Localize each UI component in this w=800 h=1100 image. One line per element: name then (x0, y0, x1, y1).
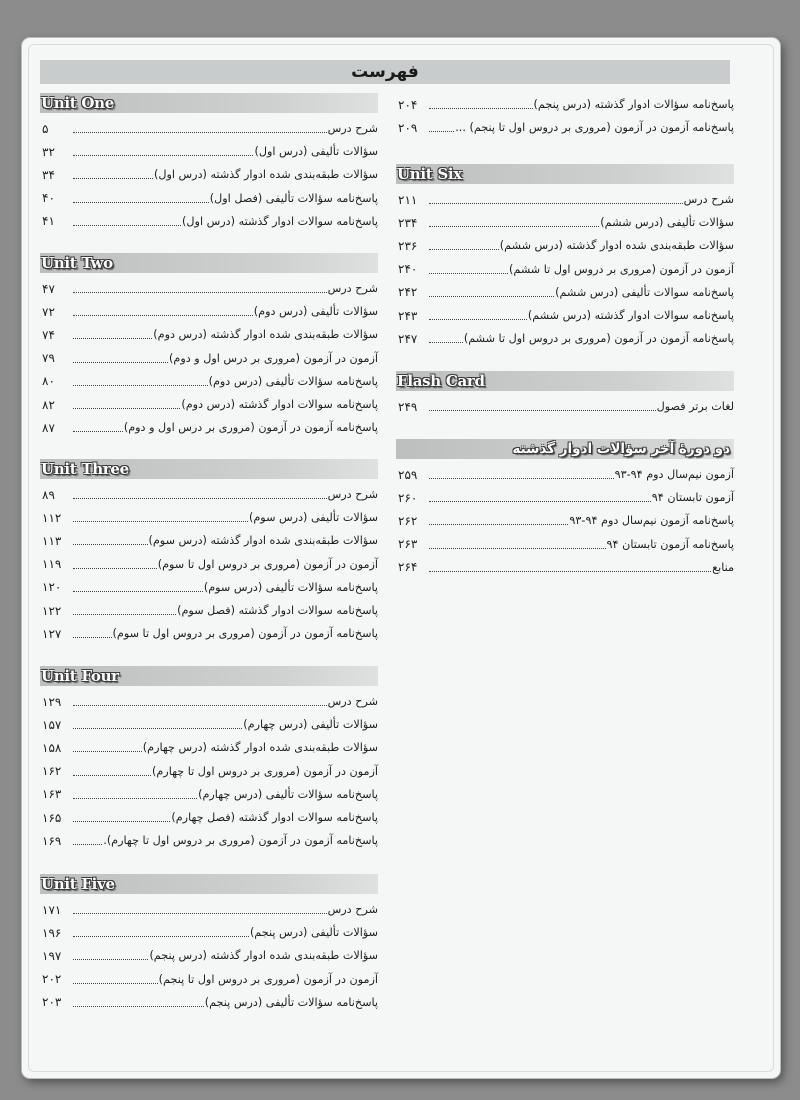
toc-entry[interactable] (40, 944, 378, 967)
page-number: ۲۰۳ (42, 995, 62, 1010)
dot-leader (73, 739, 142, 752)
page-number: ۲۶۳ (398, 537, 418, 552)
toc-entry[interactable] (396, 509, 734, 532)
entry-label: سؤالات طبقه‌بندی شده ادوار گذشته (درس سوم) (148, 534, 378, 548)
dot-leader (73, 326, 152, 339)
entry-label: پاسخ‌نامه سوالات ادوار گذشته (درس دوم) (181, 398, 378, 412)
entry-label: پاسخ‌نامه سؤالات تألیفی (درس دوم) (208, 374, 378, 388)
page-number: ۴۷ (42, 281, 55, 296)
section-header (396, 371, 734, 391)
dot-leader (429, 237, 499, 250)
page-number: ۸۰ (42, 374, 55, 389)
page-number: ۷۴ (42, 327, 55, 342)
dot-leader (73, 419, 123, 432)
dot-leader (73, 303, 253, 316)
section-unit-one (40, 93, 378, 233)
dot-leader (73, 832, 102, 845)
toc-entry[interactable] (40, 370, 378, 393)
page-number: ۲۳۶ (398, 238, 418, 253)
section-header (40, 666, 378, 686)
page-number: ۲۰۹ (398, 120, 418, 135)
dot-leader (73, 280, 327, 293)
entry-label: سؤالات طبقه‌بندی شده ادوار گذشته (درس دوم) (153, 328, 378, 342)
dot-leader (429, 512, 568, 525)
page-number: ۱۶۹ (42, 833, 62, 848)
toc-entry[interactable] (40, 576, 378, 599)
entry-label: سؤالات طبقه‌بندی شده ادوار گذشته (درس پنجم) (149, 949, 378, 963)
dot-leader (73, 120, 327, 133)
entry-label: آزمون در آزمون (مروری بر درس اول و دوم) (169, 351, 378, 365)
toc-entry[interactable] (40, 393, 378, 416)
toc-entry[interactable] (40, 483, 378, 506)
entry-label: آزمون در آزمون (مروری بر دروس اول تا پنجم) (158, 972, 378, 986)
entry-label: سؤالات تألیفی (درس ششم) (600, 216, 734, 230)
page-number: ۲۶۲ (398, 513, 418, 528)
page-number: ۱۵۷ (42, 717, 62, 732)
toc-entry[interactable] (396, 533, 734, 556)
toc-entry[interactable] (40, 210, 378, 233)
entry-label: سؤالات تألیفی (درس سوم) (249, 511, 378, 525)
entry-label: آزمون نیم‌سال دوم ۹۴-۹۳ (614, 468, 734, 482)
entry-label: سؤالات طبقه‌بندی شده ادوار گذشته (درس اول) (153, 168, 378, 182)
page-number: ۸۷ (42, 420, 55, 435)
entry-label: شرح درس (327, 903, 378, 917)
section-header (40, 459, 378, 479)
section-title: Unit One (41, 94, 114, 112)
section-unit-six (396, 164, 734, 350)
toc-entry[interactable] (40, 760, 378, 783)
toc-entry[interactable] (40, 347, 378, 370)
entry-label: شرح درس (327, 122, 378, 136)
entry-label: سؤالات تألیفی (درس اول) (254, 145, 378, 159)
entry-label: پاسخ‌نامه سوالات تألیفی (درس ششم) (555, 285, 734, 299)
dot-leader (73, 786, 197, 799)
toc-entry[interactable] (396, 327, 734, 350)
toc-entry[interactable] (396, 258, 734, 281)
page-number: ۱۹۷ (42, 948, 62, 963)
page-number: ۱۱۲ (42, 510, 62, 525)
entry-label: سؤالات تألیفی (درس پنجم) (249, 926, 378, 940)
section-header (40, 93, 378, 113)
dot-leader (429, 398, 656, 411)
page-number: ۱۹۶ (42, 925, 62, 940)
entry-label: پاسخ‌نامه آزمون در آزمون (مروری بر دروس اول تا پنجم) ... (455, 121, 734, 135)
page-number: ۲۶۰ (398, 490, 418, 505)
page-number: ۸۹ (42, 487, 55, 502)
section-title: Unit Four (41, 667, 119, 685)
dot-leader (73, 190, 209, 203)
toc-entry[interactable] (40, 300, 378, 323)
toc-entry[interactable] (396, 93, 734, 116)
dot-leader (73, 602, 176, 615)
toc-entry[interactable] (40, 163, 378, 186)
toc-title-bar (40, 60, 730, 84)
toc-entry[interactable] (396, 116, 734, 139)
toc-entry[interactable] (396, 211, 734, 234)
section-title: Unit Three (41, 460, 129, 478)
dot-leader (429, 284, 554, 297)
page-number: ۲۰۴ (398, 97, 418, 112)
section-title: Unit Six (397, 165, 462, 183)
section-title: Unit Five (41, 875, 115, 893)
page-number: ۱۶۲ (42, 764, 62, 779)
entry-label: پاسخ‌نامه سوالات ادوار گذشته (فصل چهارم) (171, 811, 378, 825)
dot-leader (73, 532, 148, 545)
toc-entry[interactable] (40, 506, 378, 529)
entry-label: سؤالات طبقه‌بندی شده ادوار گذشته (درس چهارم) (142, 741, 378, 755)
dot-leader (429, 261, 508, 274)
toc-entry[interactable] (40, 736, 378, 759)
entry-label: پاسخ‌نامه سوالات ادوار گذشته (فصل سوم) (177, 604, 378, 618)
dot-leader (429, 489, 651, 502)
toc-entry[interactable] (40, 829, 378, 852)
toc-entry[interactable] (40, 713, 378, 736)
section-title: Unit Two (41, 254, 113, 272)
toc-entry[interactable] (40, 783, 378, 806)
page-number: ۱۱۳ (42, 533, 62, 548)
dot-leader (73, 763, 151, 776)
section-header (396, 164, 734, 184)
dot-leader (429, 559, 711, 572)
dot-leader (429, 307, 527, 320)
toc-entry[interactable] (40, 553, 378, 576)
entry-label: لغات برتر فصول (656, 400, 734, 414)
toc-entry[interactable] (396, 395, 734, 418)
page-number: ۲۱۱ (398, 192, 418, 207)
toc-entry[interactable] (40, 529, 378, 552)
entry-label: پاسخ‌نامه آزمون تابستان ۹۴ (606, 537, 734, 551)
entry-label: آزمون در آزمون (مروری بر دروس اول تا چهارم) (152, 764, 378, 778)
section-unit-five (40, 874, 378, 1014)
toc-entry[interactable] (40, 690, 378, 713)
dot-leader (73, 924, 249, 937)
toc-entry[interactable] (396, 281, 734, 304)
dot-leader (73, 693, 327, 706)
dot-leader (73, 556, 157, 569)
dot-leader (73, 350, 168, 363)
page-number: ۲۴۹ (398, 399, 418, 414)
section-header (40, 253, 378, 273)
dot-leader (73, 373, 208, 386)
dot-leader (73, 509, 248, 522)
toc-entry[interactable] (40, 599, 378, 622)
toc-entry[interactable] (40, 622, 378, 645)
page-number: ۱۶۳ (42, 787, 62, 802)
page-number: ۵ (42, 121, 49, 136)
dot-leader (73, 213, 181, 226)
toc-entry[interactable] (396, 234, 734, 257)
entry-label: سؤالات تألیفی (درس دوم) (253, 305, 378, 319)
toc-entry[interactable] (40, 898, 378, 921)
toc-entry[interactable] (40, 277, 378, 300)
page-number: ۲۵۹ (398, 467, 418, 482)
toc-entry[interactable] (40, 140, 378, 163)
entry-label: پاسخ‌نامه آزمون در آزمون (مروری بر دروس اول تا ششم) (463, 332, 734, 346)
page-number: ۲۳۴ (398, 215, 418, 230)
toc-entry[interactable] (40, 968, 378, 991)
page-number: ۱۷۱ (42, 902, 62, 917)
dot-leader (73, 971, 158, 984)
page-number: ۴۱ (42, 214, 55, 229)
page-number: ۱۲۰ (42, 580, 62, 595)
entry-label: پاسخ‌نامه آزمون در آزمون (مروری بر دروس اول تا چهارم). (103, 834, 378, 848)
dot-leader (73, 143, 253, 156)
toc-entry[interactable] (40, 991, 378, 1014)
page-number: ۴۰ (42, 191, 55, 206)
dot-leader (73, 625, 112, 638)
toc-entry[interactable] (40, 117, 378, 140)
dot-leader (429, 191, 683, 204)
page-number: ۱۱۹ (42, 557, 62, 572)
entry-label: پاسخ‌نامه سؤالات ادوار گذشته (درس پنجم) (533, 98, 734, 112)
entry-label: پاسخ‌نامه سؤالات تألیفی (درس چهارم) (198, 787, 378, 801)
entry-label: پاسخ‌نامه آزمون در آزمون (مروری بر دروس اول تا سوم) (112, 627, 378, 641)
entry-label: سؤالات تألیفی (درس چهارم) (243, 718, 378, 732)
entry-label: آزمون تابستان ۹۴ (651, 491, 734, 505)
toc-entry[interactable] (40, 921, 378, 944)
entry-label: پاسخ‌نامه سوالات ادوار گذشته (درس ششم) (527, 309, 734, 323)
dot-leader (73, 396, 180, 409)
entry-label: شرح درس (327, 282, 378, 296)
page-title: فهرست (351, 62, 419, 82)
section-unit-four (40, 666, 378, 852)
entry-label: سؤالات طبقه‌بندی شده ادوار گذشته (درس ششم) (499, 239, 734, 253)
toc-entry[interactable] (396, 304, 734, 327)
dot-leader (429, 536, 606, 549)
entry-label: پاسخ‌نامه سؤالات تألیفی (درس سوم) (203, 580, 378, 594)
section-unit-two (40, 253, 378, 439)
section-past-exams (396, 439, 734, 579)
entry-label: شرح درس (683, 193, 734, 207)
page-number: ۲۴۷ (398, 331, 418, 346)
toc-entry[interactable] (40, 416, 378, 439)
page-number: ۲۰۲ (42, 972, 62, 987)
page-number: ۱۲۷ (42, 626, 62, 641)
entry-label: پاسخ‌نامه سؤالات تألیفی (درس پنجم) (204, 995, 378, 1009)
page-number: ۸۲ (42, 397, 55, 412)
entry-label: منابع (712, 560, 734, 574)
page-number: ۳۴ (42, 167, 55, 182)
page-number: ۲۴۳ (398, 308, 418, 323)
dot-leader (429, 466, 614, 479)
toc-entry[interactable] (396, 486, 734, 509)
dot-leader (73, 994, 204, 1007)
dot-leader (73, 579, 203, 592)
page-number: ۲۶۴ (398, 560, 418, 575)
dot-leader (73, 716, 242, 729)
section-header (396, 439, 734, 459)
dot-leader (73, 809, 170, 822)
section-title: دو دورهٔ آخر سؤالات ادوار گذشته (512, 441, 730, 457)
page-number: ۱۲۹ (42, 694, 62, 709)
dot-leader (73, 486, 327, 499)
entry-label: آزمون در آزمون (مروری بر دروس اول تا ششم) (509, 262, 734, 276)
dot-leader (429, 96, 533, 109)
dot-leader (429, 214, 599, 227)
entry-label: پاسخ‌نامه سؤالات تألیفی (فصل اول) (209, 191, 378, 205)
page-number: ۱۶۵ (42, 810, 62, 825)
entry-label: پاسخ‌نامه آزمون نیم‌سال دوم ۹۴-۹۳ (569, 514, 734, 528)
section-title: Flash Card (397, 372, 485, 390)
dot-leader (429, 330, 463, 343)
toc-entry[interactable] (396, 188, 734, 211)
entry-label: آزمون در آزمون (مروری بر دروس اول تا سوم) (157, 557, 378, 571)
toc-entry[interactable] (396, 463, 734, 486)
section-flash-card (396, 371, 734, 418)
document-page (22, 38, 780, 1078)
page-number: ۳۲ (42, 144, 55, 159)
page-number: ۲۴۰ (398, 262, 418, 277)
dot-leader (73, 947, 148, 960)
dot-leader (73, 166, 153, 179)
toc-entry[interactable] (40, 187, 378, 210)
page-number: ۱۲۲ (42, 603, 62, 618)
page-number: ۷۲ (42, 304, 55, 319)
dot-leader (429, 119, 454, 132)
dot-leader (73, 901, 327, 914)
section-header (40, 874, 378, 894)
entry-label: شرح درس (327, 488, 378, 502)
entry-label: پاسخ‌نامه آزمون در آزمون (مروری بر درس اول و دوم) (123, 421, 378, 435)
section-unit-three (40, 459, 378, 645)
page-number: ۷۹ (42, 351, 55, 366)
toc-entry[interactable] (40, 323, 378, 346)
toc-entry[interactable] (396, 556, 734, 579)
entry-label: پاسخ‌نامه سوالات ادوار گذشته (درس اول) (182, 214, 378, 228)
page-number: ۲۴۲ (398, 285, 418, 300)
continuation-entries (396, 93, 734, 139)
toc-entry[interactable] (40, 806, 378, 829)
entry-label: شرح درس (327, 695, 378, 709)
page-number: ۱۵۸ (42, 740, 62, 755)
